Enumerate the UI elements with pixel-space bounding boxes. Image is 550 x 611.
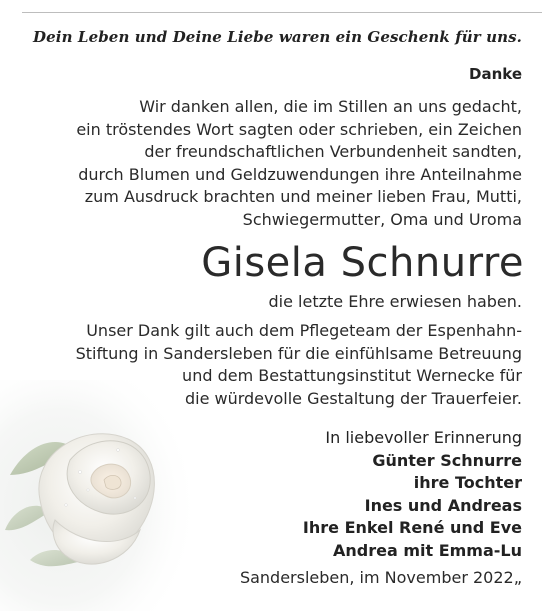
mourner-name: Andrea mit Emma-Lu bbox=[332, 540, 522, 560]
thanks-paragraph bbox=[76, 96, 522, 232]
gratitude-paragraph bbox=[76, 320, 522, 410]
mourner-name: Ines und Andreas bbox=[364, 495, 522, 515]
thanks-line: Wir danken allen, die im Stillen an uns gedacht, bbox=[139, 97, 522, 116]
heading-danke: Danke bbox=[469, 65, 522, 83]
thanks-line: ein tröstendes Wort sagten oder schrieben, ein Zeichen bbox=[76, 119, 522, 139]
gratitude-line: die würdevolle Gestaltung der Trauerfeier. bbox=[184, 388, 522, 408]
deceased-name: Gisela Schnurre bbox=[201, 240, 524, 286]
place-date: Sandersleben, im November 2022„ bbox=[239, 568, 522, 587]
gratitude-line: Stiftung in Sandersleben für die einfühlsame Betreuung bbox=[75, 343, 522, 363]
mourner-name: Günter Schnurre bbox=[372, 450, 522, 470]
top-divider bbox=[22, 12, 542, 13]
white-rose-icon bbox=[0, 380, 200, 611]
mourner-name: ihre Tochter bbox=[413, 473, 522, 493]
thanks-line: zum Ausdruck brachten und meiner lieben Frau, Mutti, bbox=[84, 187, 522, 207]
gratitude-line: Unser Dank gilt auch dem Pflegeteam der Espenhahn- bbox=[86, 321, 522, 340]
honor-line: die letzte Ehre erwiesen haben. bbox=[268, 292, 522, 311]
signoff-intro: In liebevoller Erinnerung bbox=[325, 428, 522, 447]
motto: Dein Leben und Deine Liebe waren ein Geschenk für uns. bbox=[33, 28, 522, 46]
gratitude-line: und dem Bestattungsinstitut Wernecke für bbox=[182, 366, 522, 386]
signoff-block bbox=[303, 427, 522, 563]
thanks-line: Schwiegermutter, Oma und Uroma bbox=[242, 209, 522, 229]
mourner-name: Ihre Enkel René und Eve bbox=[302, 518, 522, 538]
thanks-line: der freundschaftlichen Verbundenheit sandten, bbox=[144, 142, 522, 162]
thanks-line: durch Blumen und Geldzuwendungen ihre Anteilnahme bbox=[78, 164, 522, 184]
